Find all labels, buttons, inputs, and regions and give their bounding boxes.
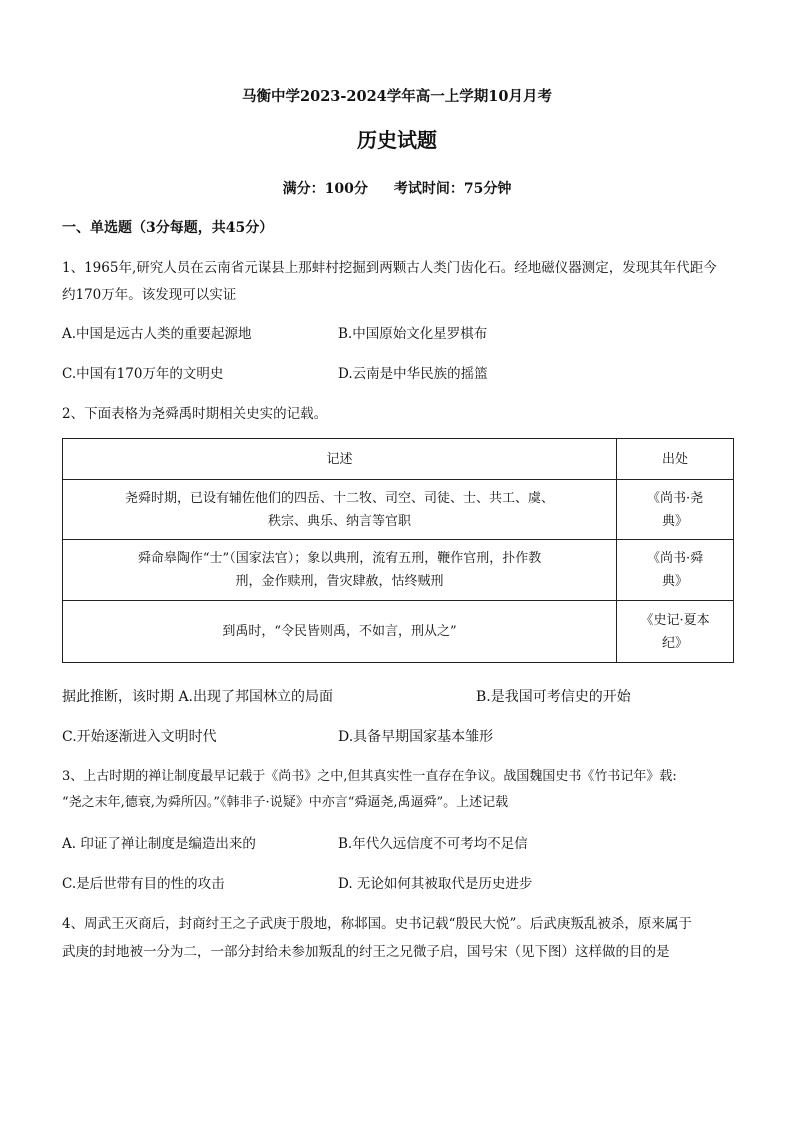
exam-info: [0, 178, 794, 198]
record-line: 尧舜时期，已设有辅佐他们的四岳、十二牧、司空、司徒、士、共工、虞、: [125, 490, 555, 506]
source-line: 典》: [662, 513, 689, 529]
q3-option-d: D. 无论如何其被取代是历史进步: [338, 876, 533, 892]
source-line: 《尚书·尧: [646, 490, 704, 506]
source-line: 《史记·夏本: [640, 612, 710, 628]
q4-stem-line1: 4、周武王灭商后，封商纣王之子武庚于殷地，称邶国。史书记载“殷民大悦”。后武庚叛乱被杀，原来属于: [62, 916, 692, 932]
table-cell-source: [617, 480, 734, 540]
q2-table: [62, 438, 734, 663]
table-header-record: 记述: [63, 439, 617, 480]
table-header-source: 出处: [617, 439, 734, 480]
q3-stem-line1: 3、上古时期的禅让制度最早记载于《尚书》之中,但其真实性一直存在争议。战国魏国史书《竹书记年》载:: [62, 769, 677, 784]
q2-option-b: B.是我国可考信史的开始: [476, 689, 631, 705]
table-cell-source: [617, 540, 734, 601]
record-line: 舜命皋陶作“士”（国家法官）；象以典刑，流宥五刑，鞭作官刑，扑作教: [137, 551, 542, 566]
source-line: 典》: [662, 574, 689, 589]
table-row: [63, 540, 734, 601]
table-row: [63, 601, 734, 663]
source-line: 纪》: [662, 635, 689, 651]
q2-conclusion-option-a: 据此推断，该时期 A.出现了邦国林立的局面: [62, 689, 334, 705]
q2-option-c: C.开始逐渐进入文明时代: [62, 729, 217, 745]
table-cell-source: [617, 601, 734, 663]
full-score: 满分：100分: [282, 181, 368, 197]
table-row: [63, 480, 734, 540]
table-cell-record: [63, 540, 617, 601]
exam-time: 考试时间：75分钟: [393, 181, 512, 197]
q4-stem-line2: 武庚的封地被一分为二，一部分封给未参加叛乱的纣王之兄微子启，国号宋（见下图）这样做的目的是: [62, 944, 670, 960]
q3-option-b: B.年代久远信度不可考均不足信: [338, 836, 528, 852]
q2-stem: 2、下面表格为尧舜禹时期相关史实的记载。: [62, 406, 328, 422]
q1-option-d: D.云南是中华民族的摇篮: [338, 366, 488, 382]
record-line: 秩宗、典乐、纳言等官职: [268, 513, 412, 529]
q1-option-a: A.中国是远古人类的重要起源地: [62, 326, 252, 342]
source-line: 《尚书·舜: [646, 551, 704, 566]
table-cell-record: [63, 601, 617, 663]
q3-option-a: A. 印证了禅让制度是编造出来的: [62, 836, 256, 852]
record-line: 到禹时，“令民皆则禹，不如言，刑从之”: [222, 624, 457, 639]
q1-stem-line1: 1、1965年,研究人员在云南省元谋县上那蚌村挖掘到两颗古人类门齿化石。经地磁仪器测定，发现其年代距今: [62, 260, 717, 276]
exam-title: 马衡中学2023-2024学年高一上学期10月月考: [242, 88, 552, 105]
table-cell-record: [63, 480, 617, 540]
q1-stem-line2: 约170万年。该发现可以实证: [62, 287, 237, 303]
q3-stem-line2: “尧之末年,德衰,为舜所囚。”《韩非子·说疑》中亦言“舜逼尧,禹逼舜”。上述记载: [62, 795, 509, 810]
q1-option-c: C.中国有170万年的文明史: [62, 366, 224, 382]
q3-option-c: C.是后世带有目的性的攻击: [62, 876, 225, 892]
q2-option-d: D.具备早期国家基本雏形: [338, 729, 494, 745]
q1-option-b: B.中国原始文化星罗棋布: [338, 326, 488, 342]
record-line: 刑，金作赎刑，眚灾肆赦，怙终贼刑: [235, 574, 444, 589]
section-heading: 一、单选题（3分每题，共45分）: [62, 220, 274, 236]
subject-title: 历史试题: [357, 128, 437, 152]
